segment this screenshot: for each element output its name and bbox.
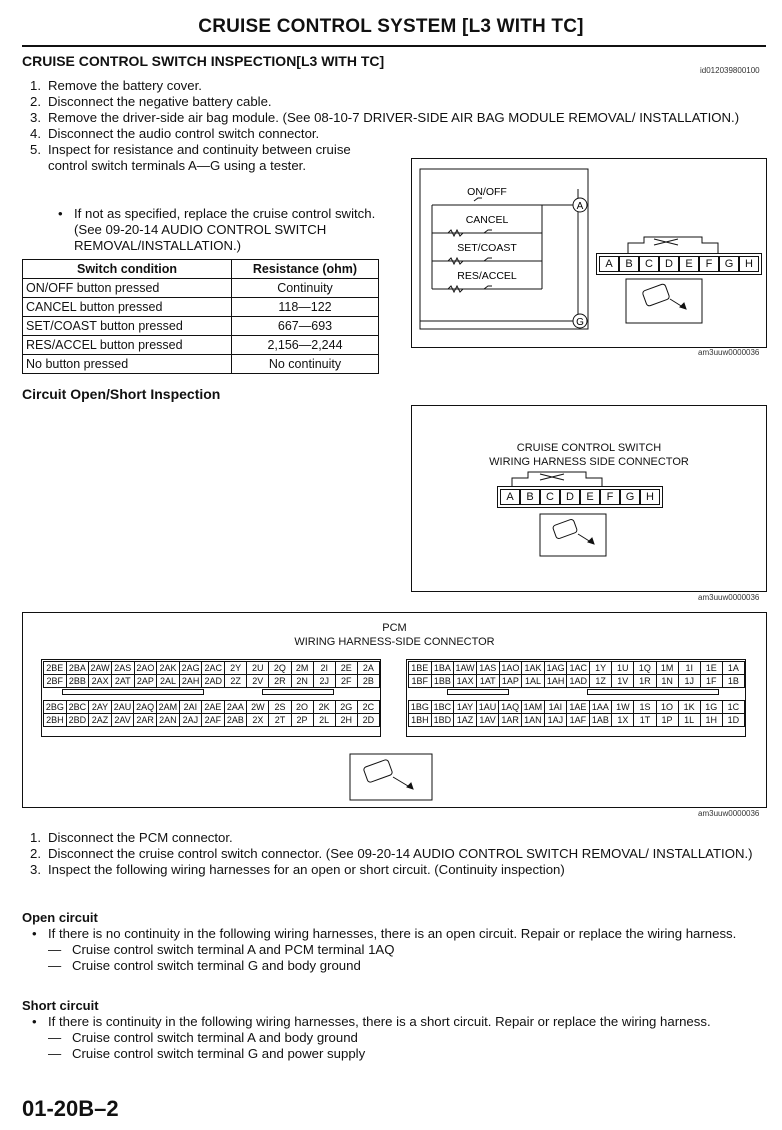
pcm-pin: 2AI xyxy=(179,701,201,714)
pcm-pin: 1AF xyxy=(567,714,590,727)
pcm-pin: 1BD xyxy=(431,714,454,727)
pcm-pin: 1BE xyxy=(409,662,432,675)
pcm-pin: 2AD xyxy=(202,675,225,688)
pcm-pin: 2T xyxy=(269,714,291,727)
pcm-pin: 1AC xyxy=(567,662,590,675)
inspection-heading: CRUISE CONTROL SWITCH INSPECTION[L3 WITH TC] xyxy=(22,53,385,69)
switch-schematic-figure xyxy=(411,158,767,348)
figure2-code: am3uuw0000036 xyxy=(698,593,760,602)
pcm-pin: 2BH xyxy=(44,714,67,727)
short-item: — Cruise control switch terminal G and power supply xyxy=(48,1046,366,1061)
pcm-pin: 2G xyxy=(335,701,357,714)
circuit-step-2: 2. Disconnect the cruise control switch connector. (See 09-20-14 AUDIO CONTROL SWITCH REMOVAL/ INSTALLATION.) xyxy=(30,846,753,861)
pcm-pin: 1J xyxy=(678,675,700,688)
pcm-pin: 2I xyxy=(313,662,335,675)
short-heading: Short circuit xyxy=(22,998,99,1013)
table-row: CANCEL button pressed 118—122 xyxy=(23,298,379,317)
pcm-pin: 2AG xyxy=(179,662,202,675)
pcm-pin: 1BG xyxy=(409,701,432,714)
pcm-pin: 1C xyxy=(722,701,744,714)
pcm-pin: 1AI xyxy=(544,701,566,714)
pcm-pin: 1AO xyxy=(499,662,522,675)
pcm-pin: 2AE xyxy=(202,701,225,714)
open-heading: Open circuit xyxy=(22,910,98,925)
pcm-pin: 2BF xyxy=(44,675,67,688)
switch-connector-figure xyxy=(411,405,767,592)
pcm-pin-row xyxy=(44,662,380,675)
page-title: CRUISE CONTROL SYSTEM [L3 WITH TC] xyxy=(198,16,584,37)
pcm-pin: 1AQ xyxy=(499,701,522,714)
pcm-pin: 2AW xyxy=(90,663,110,673)
fig2-line1: CRUISE CONTROL SWITCH xyxy=(516,442,662,454)
pcm-pin: 1BA xyxy=(431,662,454,675)
table-row: No button pressed No continuity xyxy=(23,355,379,374)
pcm-pin: 2C xyxy=(357,701,379,714)
resistance-table xyxy=(22,259,379,374)
pcm-pin: 1S xyxy=(634,701,656,714)
pcm-pin: 1K xyxy=(678,701,700,714)
pcm-pin: 1L xyxy=(678,714,700,727)
pcm-pin: 2BE xyxy=(44,662,67,675)
pcm-pin: 1AV xyxy=(476,714,499,727)
pcm-pin: 1AX xyxy=(454,675,477,688)
pcm-pin: 1AS xyxy=(476,662,499,675)
pcm-pin: 1AU xyxy=(476,701,499,714)
title-rule xyxy=(22,45,766,47)
pcm-pin: 1B xyxy=(722,675,744,688)
pcm-pin: 2A xyxy=(357,662,379,675)
label-resaccel: RES/ACCEL xyxy=(457,270,517,282)
circuit-steps xyxy=(22,830,762,878)
pcm-pin: 2AK xyxy=(157,662,180,675)
figure3-code: am3uuw0000036 xyxy=(698,809,760,818)
pcm-pin-row xyxy=(409,714,745,727)
pcm-pin: 1AT xyxy=(476,675,499,688)
pcm-pin: 1AH xyxy=(544,675,567,688)
pcm-pin: 2Q xyxy=(269,662,291,675)
pcm-pin: 2BD xyxy=(66,714,89,727)
step-3: 3. Remove the driver-side air bag module. (See 08-10-7 DRIVER-SIDE AIR BAG MODULE REMOVAL/ INSTALLATION.) xyxy=(30,110,740,125)
pcm-pin: 2P xyxy=(291,714,313,727)
pcm-connector-figure xyxy=(22,612,767,808)
pcm-pin: 2AT xyxy=(111,675,134,688)
pcm-pin: 2AH xyxy=(179,675,202,688)
pcm-pin: 2L xyxy=(313,714,335,727)
pcm-pin: 2AY xyxy=(89,701,112,714)
pcm-pin: 2AU xyxy=(111,701,134,714)
circuit-heading: Circuit Open/Short Inspection xyxy=(22,386,221,402)
pcm-pin: 2AJ xyxy=(179,714,201,727)
pcm-right-connector xyxy=(406,659,746,737)
pcm-plug-icon xyxy=(349,753,433,801)
pcm-pin: 1F xyxy=(700,675,722,688)
pcm-pin: 1AY xyxy=(454,701,477,714)
pcm-pin: 1Z xyxy=(590,675,612,688)
pcm-pin: 1I xyxy=(678,662,700,675)
pcm-pin: 2K xyxy=(313,701,335,714)
pcm-pin-row xyxy=(409,701,745,714)
pcm-pin: 2AC xyxy=(202,662,225,675)
pcm-pin: 1BH xyxy=(409,714,432,727)
label-setcoast: SET/COAST xyxy=(457,242,517,254)
open-item: — Cruise control switch terminal A and PCM terminal 1AQ xyxy=(48,942,395,957)
doc-id: id012039800100 xyxy=(700,66,760,75)
pcm-pin: 1BC xyxy=(431,701,454,714)
pcm-pin: 2U xyxy=(247,662,269,675)
pcm-pin: 1Q xyxy=(634,662,656,675)
terminal-g: G xyxy=(576,317,584,328)
pcm-pin-row xyxy=(44,701,380,714)
pcm-pin: 1N xyxy=(656,675,678,688)
pcm-pin: 2AZ xyxy=(89,714,112,727)
pcm-pin: 1AD xyxy=(567,675,590,688)
open-circuit-section xyxy=(22,910,762,974)
pcm-line1: PCM xyxy=(382,622,407,634)
pcm-pin: 2V xyxy=(247,675,269,688)
replace-bullet: • If not as specified, replace the cruise control switch. (See 09-20-14 AUDIO CONTROL SWITCH REMOVAL/INSTALLATION.) xyxy=(58,206,376,253)
table-row: RES/ACCEL button pressed 2,156—2,244 xyxy=(23,336,379,355)
pcm-pin: 1W xyxy=(612,701,634,714)
terminal-a: A xyxy=(576,201,584,212)
short-item: — Cruise control switch terminal A and body ground xyxy=(48,1030,358,1045)
pcm-pin: 2BC xyxy=(66,701,89,714)
pcm-pin: 1O xyxy=(656,701,678,714)
pcm-pin: 2AS xyxy=(111,662,134,675)
pcm-pin: 2AO xyxy=(134,662,157,675)
pcm-pin: 1V xyxy=(612,675,634,688)
pcm-pin: 2AM xyxy=(156,701,179,714)
pcm-pin: 2AB xyxy=(224,714,247,727)
pcm-pin: 1AL xyxy=(522,675,545,688)
pcm-pin: 2M xyxy=(291,662,313,675)
pcm-pin: 2AV xyxy=(111,714,134,727)
pcm-pin: 2H xyxy=(335,714,357,727)
pcm-pin-row xyxy=(44,714,380,727)
pcm-pin: 1AM xyxy=(521,701,544,714)
short-circuit-section xyxy=(22,998,762,1062)
pcm-pin: 2E xyxy=(335,662,357,675)
pcm-pin-row xyxy=(409,662,745,675)
circuit-step-1: 1. Disconnect the PCM connector. xyxy=(30,830,233,845)
pcm-pin: 2AL xyxy=(157,675,180,688)
pcm-pin: 2AR xyxy=(134,714,157,727)
pcm-pin: 1AW xyxy=(455,663,475,673)
pcm-pin-row xyxy=(409,675,745,688)
pcm-pin: 2AN xyxy=(156,714,179,727)
short-bullet: • If there is continuity in the following wiring harnesses, there is a short circuit. Repair or replace the wiring harness. xyxy=(32,1014,711,1029)
pcm-pin: 1AA xyxy=(589,701,612,714)
pcm-pin: 2BA xyxy=(66,662,89,675)
pcm-pin: 1X xyxy=(612,714,634,727)
pcm-pin: 1AB xyxy=(589,714,612,727)
pcm-pin: 2O xyxy=(291,701,313,714)
pcm-pin: 1H xyxy=(700,714,722,727)
pcm-pin: 1BF xyxy=(409,675,432,688)
pcm-pin-row xyxy=(44,675,380,688)
pcm-pin: 2X xyxy=(247,714,269,727)
page-number: 01-20B–2 xyxy=(22,1096,119,1121)
label-cancel: CANCEL xyxy=(465,214,509,226)
pcm-pin: 2Y xyxy=(225,662,247,675)
pcm-pin: 1E xyxy=(700,662,722,675)
pcm-pin: 1AR xyxy=(499,714,522,727)
open-bullet: • If there is no continuity in the following wiring harnesses, there is an open circuit. Repair or replace the wiring harness. xyxy=(32,926,737,941)
pcm-pin: 1AE xyxy=(567,701,590,714)
pcm-pin: 2BG xyxy=(44,701,67,714)
pcm-pin: 1D xyxy=(722,714,744,727)
step-4: 4. Disconnect the audio control switch connector. xyxy=(30,126,320,141)
pcm-pin: 2W xyxy=(247,701,269,714)
open-item: — Cruise control switch terminal G and body ground xyxy=(48,958,361,973)
step-2: 2. Disconnect the negative battery cable. xyxy=(30,94,272,109)
pcm-pin: 2AA xyxy=(224,701,247,714)
pcm-pin: 2F xyxy=(335,675,357,688)
pcm-pin: 1BB xyxy=(431,675,454,688)
pcm-pin: 2N xyxy=(291,675,313,688)
pcm-pin: 1AZ xyxy=(454,714,477,727)
label-onoff: ON/OFF xyxy=(467,186,507,198)
pcm-pin: 1P xyxy=(656,714,678,727)
pcm-pin: 1T xyxy=(634,714,656,727)
table-header: Switch condition Resistance (ohm) xyxy=(23,260,379,279)
pcm-pin: 1AG xyxy=(544,662,567,675)
pcm-pin: 1AP xyxy=(499,675,522,688)
step-5: 5. Inspect for resistance and continuity between cruise control switch terminals A—G using a tester. xyxy=(30,142,351,173)
pcm-pin: 2AP xyxy=(134,675,157,688)
pcm-pin: 1M xyxy=(656,662,678,675)
pcm-pin: 1U xyxy=(612,662,634,675)
pcm-pin: 2B xyxy=(357,675,379,688)
harness-connector: A B C D E F G H xyxy=(497,486,663,508)
fig2-line2: WIRING HARNESS SIDE CONNECTOR xyxy=(489,456,689,468)
pcm-pin: 2D xyxy=(357,714,379,727)
pcm-pin: 1R xyxy=(634,675,656,688)
step-1: 1. Remove the battery cover. xyxy=(30,78,202,93)
schematic-connector: A B C D E F G H xyxy=(596,253,762,275)
pcm-pin: 2R xyxy=(269,675,291,688)
pcm-pin: 2AX xyxy=(89,675,112,688)
pcm-pin: 2Z xyxy=(225,675,247,688)
pcm-line2: WIRING HARNESS-SIDE CONNECTOR xyxy=(294,636,495,648)
pcm-pin: 1AJ xyxy=(544,714,566,727)
pcm-pin: 1AK xyxy=(522,662,545,675)
pcm-pin: 1AN xyxy=(521,714,544,727)
circuit-step-3: 3. Inspect the following wiring harnesses for an open or short circuit. (Continuity inspection) xyxy=(30,862,565,877)
pcm-pin: 1A xyxy=(722,662,744,675)
pcm-pin: 2J xyxy=(313,675,335,688)
pcm-pin: 1Y xyxy=(590,662,612,675)
pcm-left-connector xyxy=(41,659,381,737)
table-row: SET/COAST button pressed 667—693 xyxy=(23,317,379,336)
pcm-pin: 1G xyxy=(700,701,722,714)
pcm-pin: 2AQ xyxy=(134,701,157,714)
figure1-code: am3uuw0000036 xyxy=(698,348,760,357)
pcm-pin: 2S xyxy=(269,701,291,714)
pcm-pin: 2BB xyxy=(66,675,89,688)
table-row: ON/OFF button pressed Continuity xyxy=(23,279,379,298)
pcm-pin: 2AF xyxy=(202,714,225,727)
